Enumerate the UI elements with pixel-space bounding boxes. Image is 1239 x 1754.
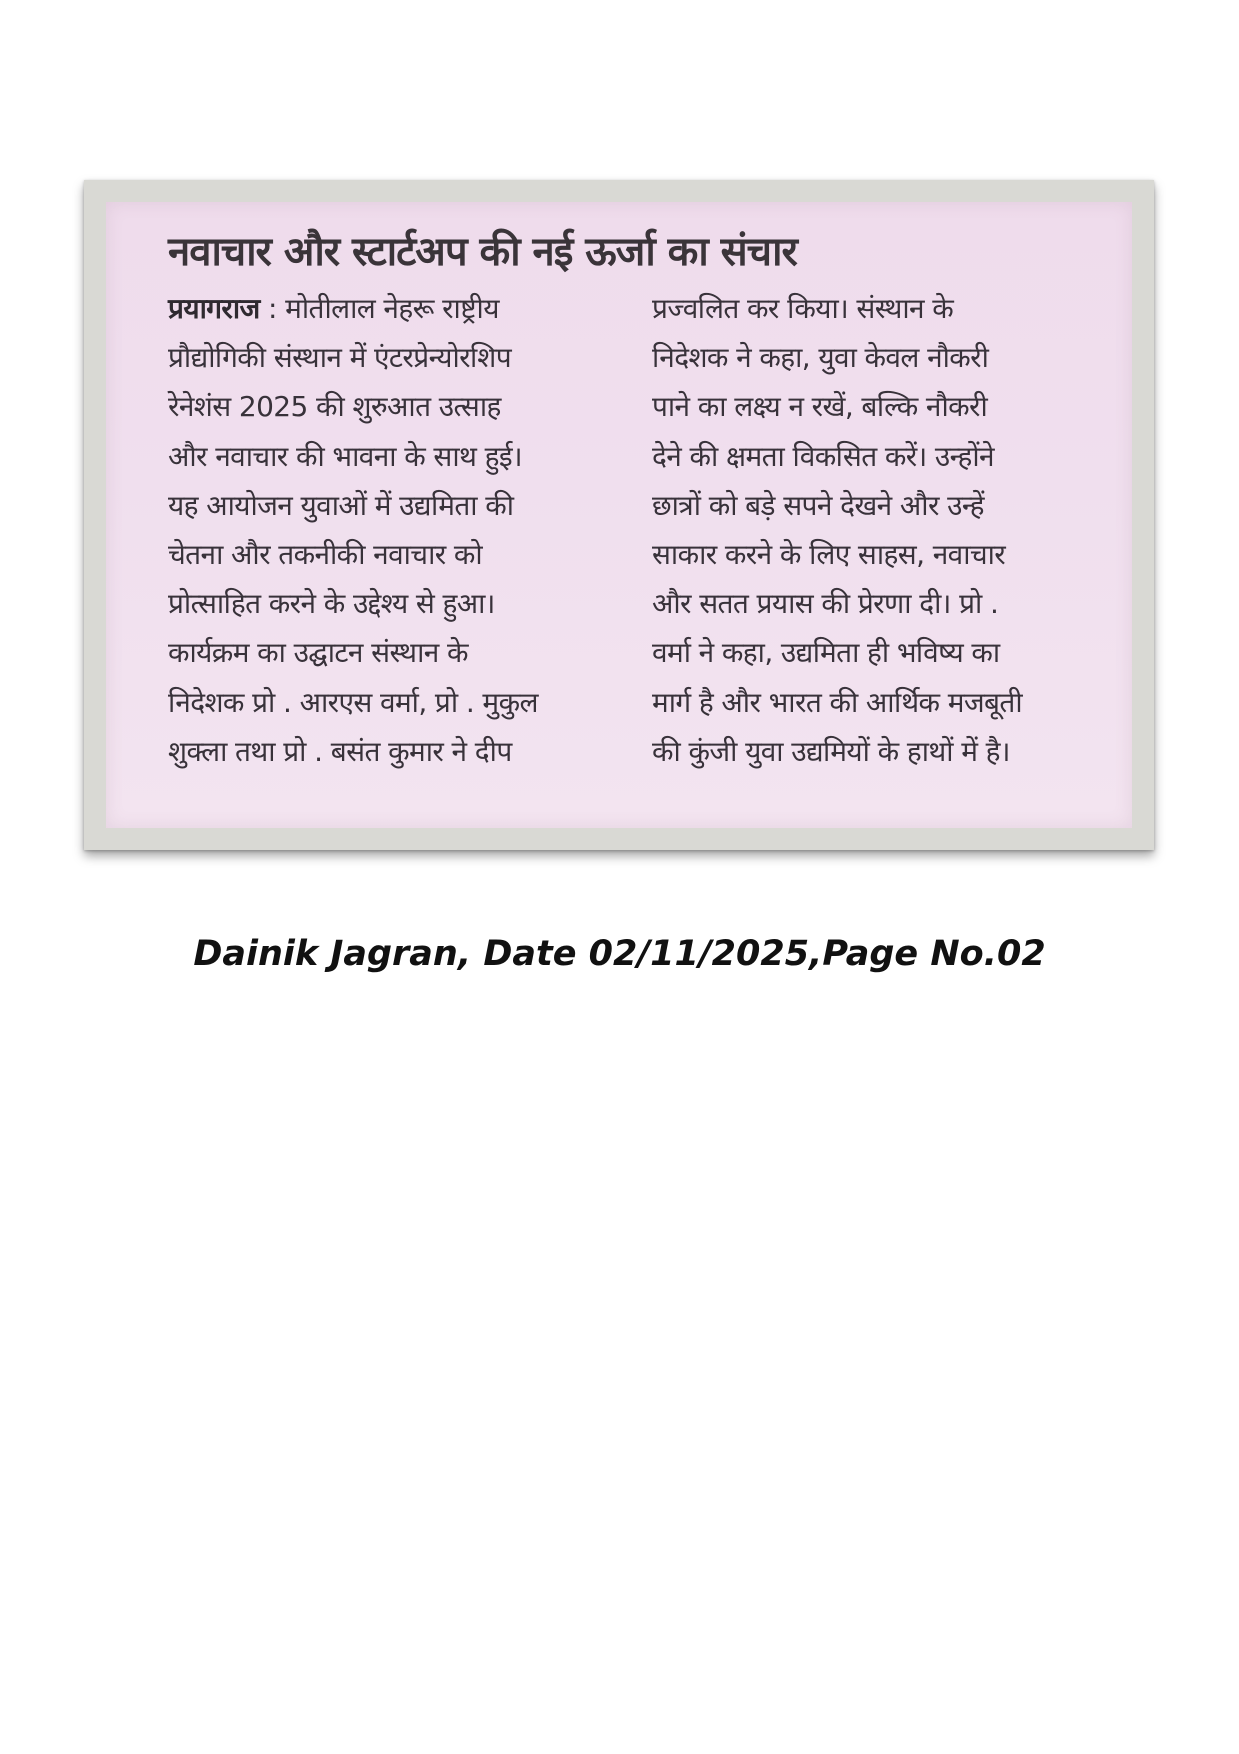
- article-line: निदेशक प्रो . आरएस वर्मा, प्रो . मुकुल: [168, 685, 538, 719]
- article-dateline: प्रयागराज: [168, 292, 260, 325]
- article-line: और सतत प्रयास की प्रेरणा दी। प्रो .: [652, 587, 999, 621]
- newspaper-clipping-frame: [84, 180, 1154, 850]
- article-line: शुक्ला तथा प्रो . बसंत कुमार ने दीप: [168, 734, 512, 768]
- article-line: निदेशक ने कहा, युवा केवल नौकरी: [652, 341, 989, 375]
- article-line: पाने का लक्ष्य न रखें, बल्कि नौकरी: [652, 390, 988, 424]
- article-line: प्रज्वलित कर किया। संस्थान के: [652, 292, 954, 325]
- article-line: प्रौद्योगिकी संस्थान में एंटरप्रेन्योरशिप: [168, 341, 512, 375]
- article-line: प्रोत्साहित करने के उद्देश्य से हुआ।: [168, 587, 495, 621]
- article-line: कार्यक्रम का उद्घाटन संस्थान के: [168, 636, 468, 670]
- article-headline: नवाचार और स्टार्टअप की नई ऊर्जा का संचार: [168, 229, 797, 275]
- article-line: की कुंजी युवा उद्यमियों के हाथों में है।: [652, 734, 1010, 768]
- article-line: रेनेशंस 2025 की शुरुआत उत्साह: [168, 390, 501, 424]
- newspaper-clipping: [106, 202, 1132, 828]
- article-line: [168, 284, 588, 333]
- article-line: मार्ग है और भारत की आर्थिक मजबूती: [652, 685, 1023, 719]
- article-line: छात्रों को बड़े सपने देखने और उन्हें: [652, 488, 984, 522]
- article-line: और नवाचार की भावना के साथ हुई।: [168, 439, 522, 473]
- article-line: यह आयोजन युवाओं में उद्यमिता की: [168, 488, 514, 522]
- article-line: देने की क्षमता विकसित करें। उन्होंने: [652, 439, 994, 473]
- article-line-text: : मोतीलाल नेहरू राष्ट्रीय: [259, 292, 499, 325]
- article-line: साकार करने के लिए साहस, नवाचार: [652, 538, 1006, 572]
- article-line: वर्मा ने कहा, उद्यमिता ही भविष्य का: [652, 636, 1000, 670]
- article-body: [168, 284, 1072, 776]
- article-column-left: [168, 284, 588, 776]
- article-line: चेतना और तकनीकी नवाचार को: [168, 538, 483, 572]
- article-column-right: [652, 284, 1082, 776]
- source-caption: Dainik Jagran, Date 02/11/2025,Page No.02: [193, 934, 1046, 974]
